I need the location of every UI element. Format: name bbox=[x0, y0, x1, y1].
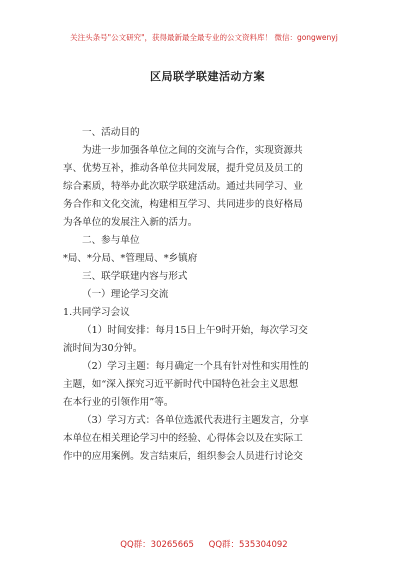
section-heading: 二、参与单位 bbox=[82, 235, 140, 246]
section-heading: 一、活动目的 bbox=[82, 127, 140, 138]
document-title: 区局联学联建活动方案 bbox=[150, 70, 265, 83]
paragraph-line: 流时间为30分钟。 bbox=[63, 343, 143, 354]
section-heading: 三、联学联建内容与形式 bbox=[82, 271, 188, 282]
document-body bbox=[63, 68, 352, 466]
qq-group-1: QQ群：30265665 bbox=[120, 540, 194, 550]
paragraph-line: 综合素质，特举办此次联学联建活动。通过共同学习、业 bbox=[63, 181, 303, 192]
paragraph-line: *局、*分局、*管理局、*乡镇府 bbox=[63, 253, 198, 264]
paragraph-line: 在本行业的引领作用”等。 bbox=[63, 397, 174, 408]
paragraph-line: 本单位在相关理论学习中的经验、心得体会以及在实际工 bbox=[63, 433, 303, 444]
paragraph-line: 作中的应用案例。发言结束后，组织参会人员进行讨论交 bbox=[63, 451, 303, 462]
paragraph-line: 为进一步加强各单位之间的交流与合作，实现资源共 bbox=[82, 145, 303, 156]
qq-group-2: QQ群：535304092 bbox=[208, 540, 288, 550]
header-notice: 关注头条号"公文研究"，获得最新最全最专业的公文资料库！ 微信：gongwenyj bbox=[70, 33, 338, 42]
paragraph-line: （1）时间安排：每月15日上午9时开始，每次学习交 bbox=[82, 325, 308, 336]
paragraph-line: （2）学习主题：每月确定一个具有针对性和实用性的 bbox=[82, 361, 309, 372]
subsection-heading: （一）理论学习交流 bbox=[82, 289, 169, 300]
paragraph-line: 享、优势互补，推动各单位共同发展，提升党员及员工的 bbox=[63, 163, 303, 174]
paragraph-line: 为各单位的发展注入新的活力。 bbox=[63, 217, 198, 228]
subsection-heading: 1.共同学习会议 bbox=[63, 307, 130, 318]
paragraph-line: 务合作和文化交流，构建相互学习、共同进步的良好格局 bbox=[63, 199, 303, 210]
footer-contact bbox=[0, 538, 408, 550]
paragraph-line: 主题，如“深入探究习近平新时代中国特色社会主义思想 bbox=[63, 379, 299, 390]
paragraph-line: （3）学习方式：各单位选派代表进行主题发言，分享 bbox=[82, 415, 309, 426]
